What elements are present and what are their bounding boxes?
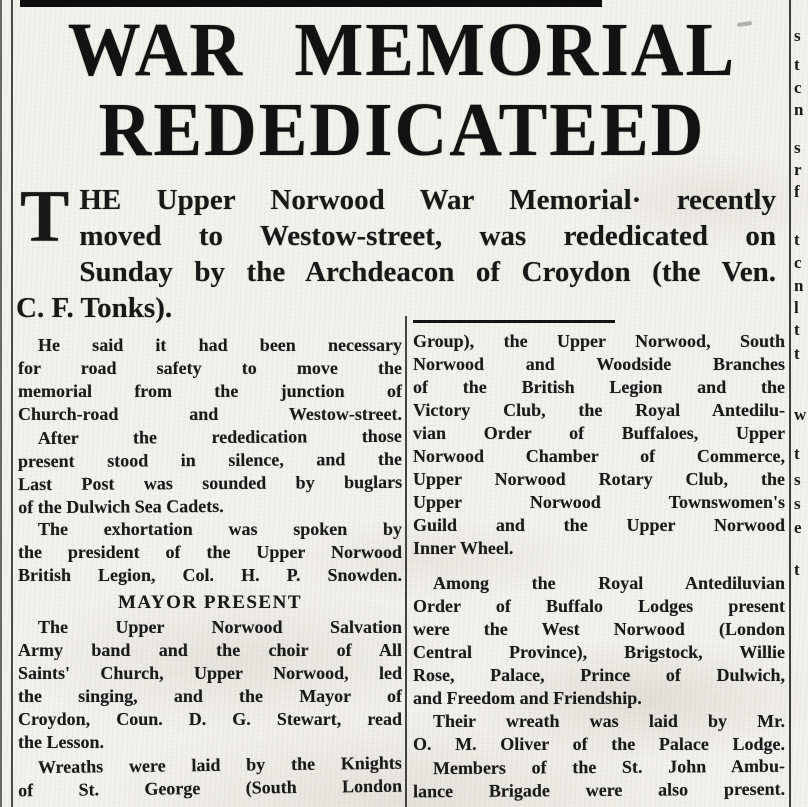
body-line: vian Order of Buffaloes, Upper xyxy=(413,423,785,443)
body-line: the president of the Upper Norwood xyxy=(18,542,402,562)
body-line: O. M. Oliver of the Palace Lodge. xyxy=(413,734,785,754)
body-line: of the Dulwich Sea Cadets. xyxy=(18,495,224,518)
column-divider-rule xyxy=(405,316,407,807)
headline-line-1: WAR MEMORIAL xyxy=(67,7,737,92)
scan-edge-top-bar xyxy=(20,0,602,7)
body-line: Croydon, Coun. D. G. Stewart, read xyxy=(18,709,402,729)
body-line: Last Post was sounded by buglars xyxy=(18,471,403,495)
lead-line: moved to Westow-street, was rededicated on xyxy=(79,220,776,252)
body-line: Group), the Upper Norwood, South xyxy=(413,331,785,351)
article-headline xyxy=(24,7,780,172)
body-paragraph xyxy=(18,752,403,803)
subhead: MAYOR PRESENT xyxy=(117,592,302,613)
body-line: the Lesson. xyxy=(18,732,105,752)
sliver-character: t xyxy=(794,320,800,339)
body-paragraph xyxy=(413,330,785,560)
sliver-character: t xyxy=(794,55,800,74)
body-line: Inner Wheel. xyxy=(413,538,514,558)
sliver-character: t xyxy=(794,344,800,363)
sliver-character: n xyxy=(794,276,804,295)
body-paragraph xyxy=(413,755,785,804)
body-line: He said it had been necessary xyxy=(38,335,402,355)
body-line: were the West Norwood (London xyxy=(413,619,785,639)
sliver-character: s xyxy=(794,470,801,489)
body-line: Order of Buffalo Lodges present xyxy=(413,596,785,616)
body-paragraph xyxy=(413,710,785,756)
lead-line: Sunday by the Archdeacon of Croydon (the Ven. xyxy=(79,256,776,288)
body-line: Upper Norwood Townswomen's xyxy=(413,492,785,512)
body-line: British Legion, Col. H. P. Snowden. xyxy=(18,565,402,585)
body-line: Norwood Chamber of Commerce, xyxy=(413,446,785,466)
body-line: of St. George (South London xyxy=(18,775,403,801)
left-column-rule xyxy=(11,0,13,807)
sliver-character: c xyxy=(794,253,802,272)
body-line: After the rededication those xyxy=(37,425,402,449)
sliver-character: w xyxy=(794,405,807,424)
body-line: Central Province), Brigstock, Willie xyxy=(413,642,785,662)
body-line: Members of the St. John Ambu- xyxy=(432,755,785,779)
body-line: memorial from the junction of xyxy=(18,381,402,401)
body-paragraph xyxy=(18,518,402,587)
body-line: Victory Club, the Royal Antedilu- xyxy=(413,400,785,420)
body-line: Guild and the Upper Norwood xyxy=(413,515,785,535)
body-line: of the British Legion and the xyxy=(413,377,785,397)
lead-line: HE Upper Norwood War Memorial· recently xyxy=(79,184,776,216)
body-line: The exhortation was spoken by xyxy=(38,519,402,539)
body-line: Their wreath was laid by Mr. xyxy=(433,711,785,731)
right-column-rule xyxy=(789,0,791,807)
body-line: Rose, Palace, Prince of Dulwich, xyxy=(413,665,785,685)
sliver-character: s xyxy=(794,26,801,45)
lead-line: C. F. Tonks). xyxy=(16,292,173,324)
body-line: The Upper Norwood Salvation xyxy=(38,617,402,637)
left-column xyxy=(18,334,402,800)
sliver-character: l xyxy=(794,298,799,317)
body-line: lance Brigade were also present. xyxy=(413,778,786,802)
body-line: present stood in silence, and the xyxy=(17,448,402,472)
sliver-character: t xyxy=(794,444,800,463)
sliver-character: c xyxy=(794,78,802,97)
body-line: Church-road and Westow-street. xyxy=(18,404,402,424)
body-paragraph xyxy=(18,334,402,426)
headline-line-2: REDEDICATEED xyxy=(98,87,706,172)
body-paragraph xyxy=(18,425,403,519)
sliver-character: f xyxy=(794,182,800,201)
body-paragraph xyxy=(18,616,402,754)
sliver-character: r xyxy=(794,160,802,179)
drop-cap: T xyxy=(20,176,70,258)
sliver-character: n xyxy=(794,100,804,119)
right-column xyxy=(413,330,785,802)
body-line: Norwood and Woodside Branches xyxy=(413,354,785,374)
body-line: Wreaths were laid by the Knights xyxy=(37,752,402,778)
lead-paragraph xyxy=(16,176,776,326)
body-paragraph xyxy=(413,572,785,710)
body-line: and Freedom and Friendship. xyxy=(413,688,642,708)
sliver-character: s xyxy=(794,138,801,157)
scan-edge-left-line xyxy=(0,0,2,807)
body-line: Upper Norwood Rotary Club, the xyxy=(413,469,785,489)
sliver-character: s xyxy=(794,494,801,513)
adjacent-column-sliver xyxy=(793,0,808,807)
sliver-character: t xyxy=(794,560,800,579)
body-line: Saints' Church, Upper Norwood, led xyxy=(18,663,402,683)
body-line: Army band and the choir of All xyxy=(18,640,402,660)
continuation-rule xyxy=(413,320,615,323)
body-line: for road safety to move the xyxy=(18,358,402,378)
body-line: the singing, and the Mayor of xyxy=(18,686,402,706)
sliver-character: t xyxy=(794,230,800,249)
body-line: Among the Royal Antediluvian xyxy=(433,573,785,593)
sliver-character: e xyxy=(794,518,802,537)
